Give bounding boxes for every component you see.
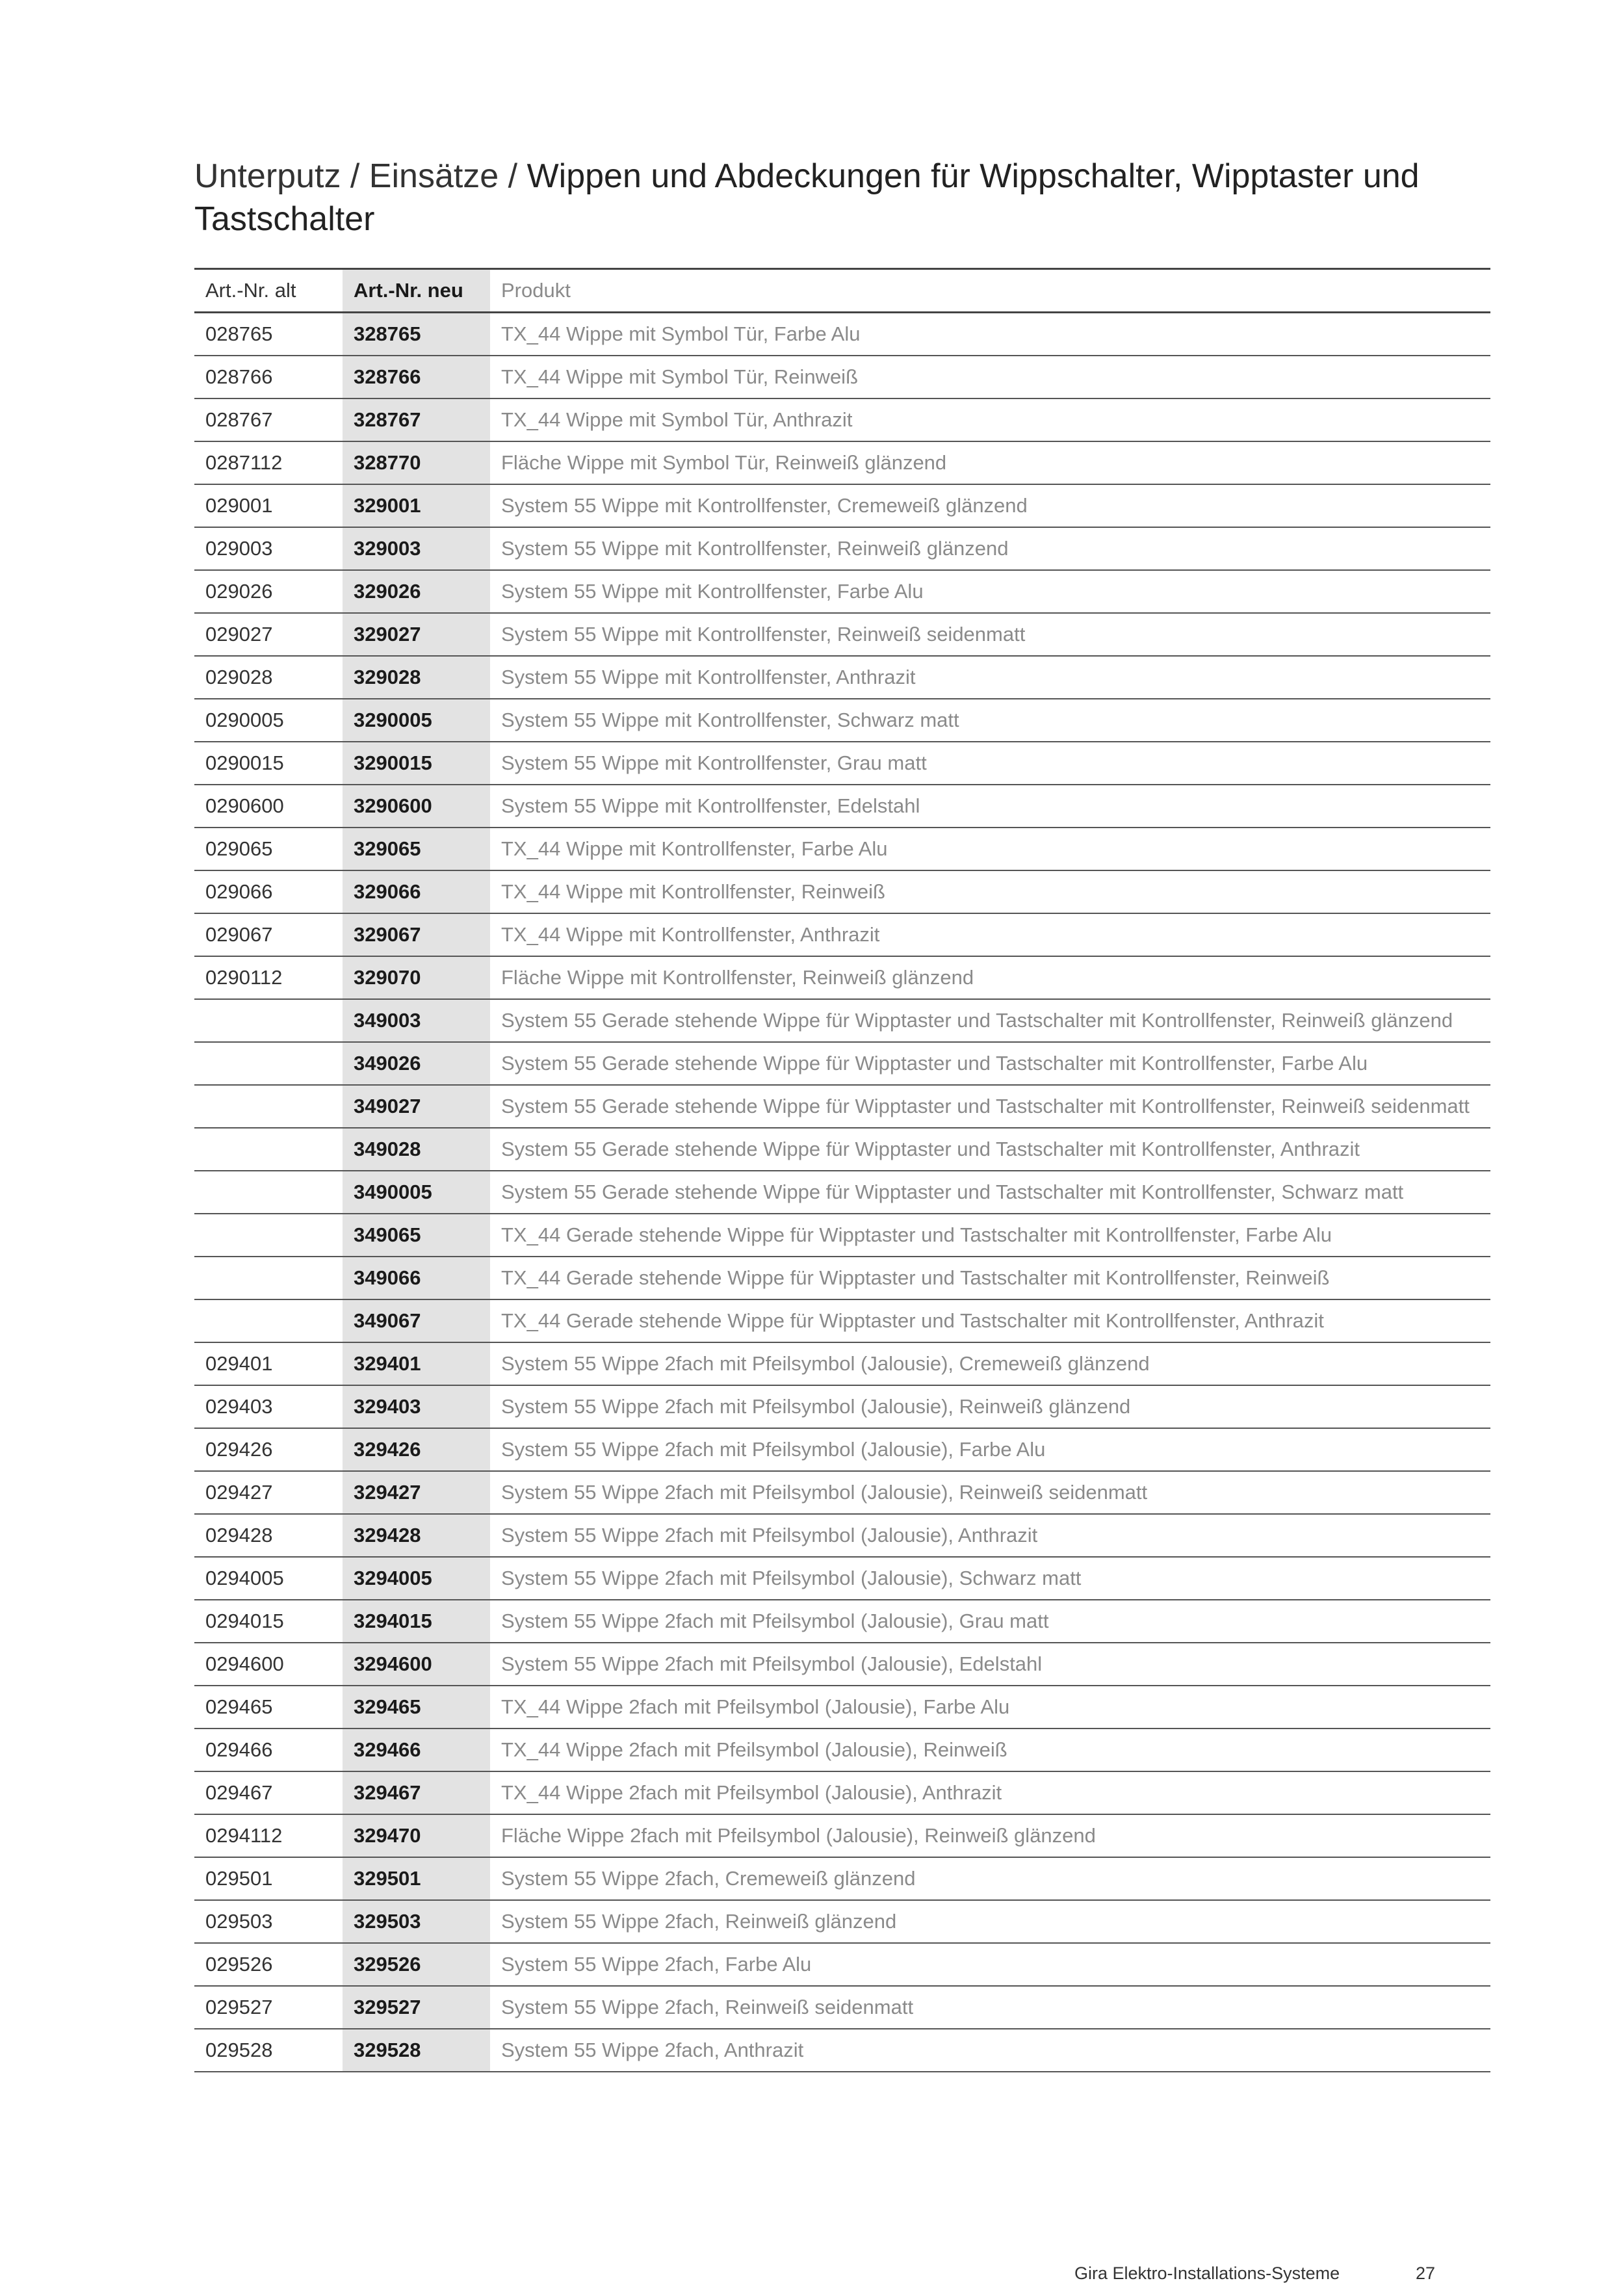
art-nr-neu: 3294015	[343, 1600, 490, 1643]
art-nr-neu: 349026	[343, 1042, 490, 1085]
art-nr-neu: 349065	[343, 1214, 490, 1257]
art-nr-alt	[194, 1042, 343, 1085]
product-name: TX_44 Gerade stehende Wippe für Wipptaster und Tastschalter mit Kontrollfenster, Reinweiß	[490, 1257, 1490, 1299]
table-row	[194, 1814, 1490, 1857]
art-nr-neu: 329065	[343, 828, 490, 870]
header-art-nr-alt: Art.-Nr. alt	[194, 269, 343, 313]
header-product: Produkt	[490, 269, 1490, 313]
table-row	[194, 1042, 1490, 1085]
table-row	[194, 956, 1490, 999]
table-row	[194, 1643, 1490, 1686]
product-name: Fläche Wippe mit Kontrollfenster, Reinweiß glänzend	[490, 956, 1490, 999]
product-name: System 55 Wippe mit Kontrollfenster, Reinweiß seidenmatt	[490, 613, 1490, 656]
art-nr-neu: 3294600	[343, 1643, 490, 1686]
art-nr-alt: 029428	[194, 1514, 343, 1557]
art-nr-alt: 028767	[194, 398, 343, 441]
table-row	[194, 913, 1490, 956]
art-nr-neu: 329003	[343, 527, 490, 570]
art-nr-alt: 029426	[194, 1428, 343, 1471]
art-nr-neu: 328770	[343, 441, 490, 484]
art-nr-neu: 329470	[343, 1814, 490, 1857]
table-row	[194, 1986, 1490, 2029]
product-name: TX_44 Wippe mit Kontrollfenster, Anthrazit	[490, 913, 1490, 956]
art-nr-alt: 029503	[194, 1900, 343, 1943]
art-nr-alt	[194, 1085, 343, 1128]
product-name: System 55 Gerade stehende Wippe für Wipptaster und Tastschalter mit Kontrollfenster, Reinweiß glänzend	[490, 999, 1490, 1042]
art-nr-neu: 328767	[343, 398, 490, 441]
table-row	[194, 1857, 1490, 1900]
art-nr-neu: 329528	[343, 2029, 490, 2072]
art-nr-neu: 329503	[343, 1900, 490, 1943]
art-nr-neu: 329466	[343, 1729, 490, 1771]
table-row	[194, 1385, 1490, 1428]
product-name: TX_44 Wippe mit Symbol Tür, Farbe Alu	[490, 313, 1490, 356]
table-row	[194, 613, 1490, 656]
art-nr-neu: 329067	[343, 913, 490, 956]
header-art-nr-neu: Art.-Nr. neu	[343, 269, 490, 313]
table-row	[194, 1471, 1490, 1514]
product-name: System 55 Wippe 2fach mit Pfeilsymbol (Jalousie), Anthrazit	[490, 1514, 1490, 1557]
art-nr-neu: 329401	[343, 1342, 490, 1385]
page-number: 27	[1416, 2263, 1436, 2283]
table-row	[194, 398, 1490, 441]
art-nr-alt: 028765	[194, 313, 343, 356]
art-nr-neu: 329028	[343, 656, 490, 699]
art-nr-alt: 029027	[194, 613, 343, 656]
art-nr-neu: 349027	[343, 1085, 490, 1128]
table-row	[194, 742, 1490, 785]
table-row	[194, 1085, 1490, 1128]
art-nr-neu: 3290600	[343, 785, 490, 828]
table-row	[194, 570, 1490, 613]
art-nr-alt: 029465	[194, 1686, 343, 1729]
art-nr-alt	[194, 1257, 343, 1299]
art-nr-neu: 328766	[343, 356, 490, 398]
art-nr-neu: 3294005	[343, 1557, 490, 1600]
product-name: System 55 Wippe mit Kontrollfenster, Schwarz matt	[490, 699, 1490, 742]
table-row	[194, 1557, 1490, 1600]
table-row	[194, 1600, 1490, 1643]
art-nr-neu: 3490005	[343, 1171, 490, 1214]
table-row	[194, 1514, 1490, 1557]
table-row	[194, 1428, 1490, 1471]
art-nr-neu: 329066	[343, 870, 490, 913]
table-row	[194, 1128, 1490, 1171]
product-name: System 55 Gerade stehende Wippe für Wipptaster und Tastschalter mit Kontrollfenster, Schwarz matt	[490, 1171, 1490, 1214]
product-name: System 55 Gerade stehende Wippe für Wipptaster und Tastschalter mit Kontrollfenster, Anthrazit	[490, 1128, 1490, 1171]
table-row	[194, 527, 1490, 570]
art-nr-neu: 329426	[343, 1428, 490, 1471]
art-nr-alt: 029528	[194, 2029, 343, 2072]
art-nr-alt: 029001	[194, 484, 343, 527]
art-nr-alt: 029028	[194, 656, 343, 699]
table-row	[194, 1342, 1490, 1385]
product-name: System 55 Wippe 2fach mit Pfeilsymbol (Jalousie), Farbe Alu	[490, 1428, 1490, 1471]
art-nr-alt: 029467	[194, 1771, 343, 1814]
art-nr-alt	[194, 1299, 343, 1342]
art-nr-alt	[194, 1171, 343, 1214]
art-nr-neu: 329527	[343, 1986, 490, 2029]
table-row	[194, 356, 1490, 398]
art-nr-alt	[194, 999, 343, 1042]
table-row	[194, 484, 1490, 527]
section-heading: Wippen und Abdeckungen für Wippschalter, Wipptaster und Tastschalter	[194, 157, 1420, 238]
art-nr-alt: 029003	[194, 527, 343, 570]
product-name: System 55 Wippe 2fach, Reinweiß glänzend	[490, 1900, 1490, 1943]
breadcrumb: Unterputz / Einsätze /	[194, 157, 527, 195]
art-nr-alt	[194, 1128, 343, 1171]
art-nr-alt: 029527	[194, 1986, 343, 2029]
table-row	[194, 699, 1490, 742]
table-row	[194, 1257, 1490, 1299]
product-name: System 55 Wippe 2fach, Reinweiß seidenmatt	[490, 1986, 1490, 2029]
art-nr-neu: 329427	[343, 1471, 490, 1514]
art-nr-neu: 329465	[343, 1686, 490, 1729]
art-nr-neu: 329070	[343, 956, 490, 999]
product-name: System 55 Wippe mit Kontrollfenster, Edelstahl	[490, 785, 1490, 828]
table-row	[194, 1900, 1490, 1943]
product-name: System 55 Wippe 2fach mit Pfeilsymbol (Jalousie), Reinweiß seidenmatt	[490, 1471, 1490, 1514]
art-nr-alt: 028766	[194, 356, 343, 398]
art-nr-alt: 0287112	[194, 441, 343, 484]
art-nr-alt: 029466	[194, 1729, 343, 1771]
table-row	[194, 870, 1490, 913]
product-name: TX_44 Gerade stehende Wippe für Wipptaster und Tastschalter mit Kontrollfenster, Anthrazit	[490, 1299, 1490, 1342]
table-row	[194, 313, 1490, 356]
art-nr-alt: 0294015	[194, 1600, 343, 1643]
table-row	[194, 1171, 1490, 1214]
table-row	[194, 1729, 1490, 1771]
art-nr-alt: 029065	[194, 828, 343, 870]
table-row	[194, 1686, 1490, 1729]
product-name: System 55 Wippe 2fach, Cremeweiß glänzend	[490, 1857, 1490, 1900]
table-row	[194, 828, 1490, 870]
art-nr-alt: 029427	[194, 1471, 343, 1514]
art-nr-alt: 0290005	[194, 699, 343, 742]
art-nr-alt: 029403	[194, 1385, 343, 1428]
product-name: TX_44 Wippe mit Kontrollfenster, Farbe Alu	[490, 828, 1490, 870]
art-nr-neu: 349028	[343, 1128, 490, 1171]
product-name: System 55 Wippe 2fach mit Pfeilsymbol (Jalousie), Cremeweiß glänzend	[490, 1342, 1490, 1385]
product-name: System 55 Wippe 2fach mit Pfeilsymbol (Jalousie), Edelstahl	[490, 1643, 1490, 1686]
product-name: System 55 Wippe 2fach mit Pfeilsymbol (Jalousie), Schwarz matt	[490, 1557, 1490, 1600]
table-row	[194, 1943, 1490, 1986]
product-name: System 55 Gerade stehende Wippe für Wipptaster und Tastschalter mit Kontrollfenster, Farbe Alu	[490, 1042, 1490, 1085]
product-name: TX_44 Wippe mit Symbol Tür, Anthrazit	[490, 398, 1490, 441]
product-name: TX_44 Wippe mit Kontrollfenster, Reinweiß	[490, 870, 1490, 913]
art-nr-alt: 029067	[194, 913, 343, 956]
art-nr-neu: 329501	[343, 1857, 490, 1900]
art-nr-alt: 0290015	[194, 742, 343, 785]
art-nr-neu: 328765	[343, 313, 490, 356]
product-name: Fläche Wippe mit Symbol Tür, Reinweiß glänzend	[490, 441, 1490, 484]
table-row	[194, 441, 1490, 484]
art-nr-alt: 029066	[194, 870, 343, 913]
product-name: TX_44 Wippe 2fach mit Pfeilsymbol (Jalousie), Farbe Alu	[490, 1686, 1490, 1729]
table-row	[194, 1299, 1490, 1342]
table-row	[194, 999, 1490, 1042]
product-name: System 55 Wippe 2fach mit Pfeilsymbol (Jalousie), Grau matt	[490, 1600, 1490, 1643]
product-name: TX_44 Gerade stehende Wippe für Wipptaster und Tastschalter mit Kontrollfenster, Farbe Alu	[490, 1214, 1490, 1257]
page-title	[194, 155, 1488, 241]
product-name: System 55 Wippe 2fach mit Pfeilsymbol (Jalousie), Reinweiß glänzend	[490, 1385, 1490, 1428]
product-name: System 55 Wippe mit Kontrollfenster, Grau matt	[490, 742, 1490, 785]
product-name: TX_44 Wippe 2fach mit Pfeilsymbol (Jalousie), Reinweiß	[490, 1729, 1490, 1771]
product-name: System 55 Gerade stehende Wippe für Wipptaster und Tastschalter mit Kontrollfenster, Reinweiß seidenmatt	[490, 1085, 1490, 1128]
art-nr-neu: 3290005	[343, 699, 490, 742]
product-name: System 55 Wippe 2fach, Anthrazit	[490, 2029, 1490, 2072]
art-nr-alt: 0294600	[194, 1643, 343, 1686]
product-table	[194, 268, 1490, 2072]
art-nr-neu: 329027	[343, 613, 490, 656]
art-nr-neu: 329403	[343, 1385, 490, 1428]
art-nr-neu: 329001	[343, 484, 490, 527]
art-nr-neu: 3290015	[343, 742, 490, 785]
art-nr-alt: 029401	[194, 1342, 343, 1385]
product-name: System 55 Wippe mit Kontrollfenster, Farbe Alu	[490, 570, 1490, 613]
table-row	[194, 1771, 1490, 1814]
table-row	[194, 2029, 1490, 2072]
product-name: System 55 Wippe mit Kontrollfenster, Reinweiß glänzend	[490, 527, 1490, 570]
art-nr-neu: 349003	[343, 999, 490, 1042]
art-nr-neu: 349067	[343, 1299, 490, 1342]
table-row	[194, 1214, 1490, 1257]
table-row	[194, 656, 1490, 699]
product-name: TX_44 Wippe mit Symbol Tür, Reinweiß	[490, 356, 1490, 398]
art-nr-alt: 029026	[194, 570, 343, 613]
art-nr-alt: 0294005	[194, 1557, 343, 1600]
footer-company: Gira Elektro-Installations-Systeme	[1074, 2263, 1340, 2283]
product-name: System 55 Wippe mit Kontrollfenster, Anthrazit	[490, 656, 1490, 699]
product-name: System 55 Wippe mit Kontrollfenster, Cremeweiß glänzend	[490, 484, 1490, 527]
art-nr-neu: 329428	[343, 1514, 490, 1557]
art-nr-neu: 329526	[343, 1943, 490, 1986]
product-name: System 55 Wippe 2fach, Farbe Alu	[490, 1943, 1490, 1986]
art-nr-neu: 329467	[343, 1771, 490, 1814]
art-nr-neu: 349066	[343, 1257, 490, 1299]
product-name: Fläche Wippe 2fach mit Pfeilsymbol (Jalousie), Reinweiß glänzend	[490, 1814, 1490, 1857]
art-nr-neu: 329026	[343, 570, 490, 613]
art-nr-alt: 029501	[194, 1857, 343, 1900]
art-nr-alt: 0290112	[194, 956, 343, 999]
art-nr-alt	[194, 1214, 343, 1257]
product-name: TX_44 Wippe 2fach mit Pfeilsymbol (Jalousie), Anthrazit	[490, 1771, 1490, 1814]
art-nr-alt: 0290600	[194, 785, 343, 828]
art-nr-alt: 029526	[194, 1943, 343, 1986]
table-row	[194, 785, 1490, 828]
art-nr-alt: 0294112	[194, 1814, 343, 1857]
table-header-row	[194, 269, 1490, 313]
